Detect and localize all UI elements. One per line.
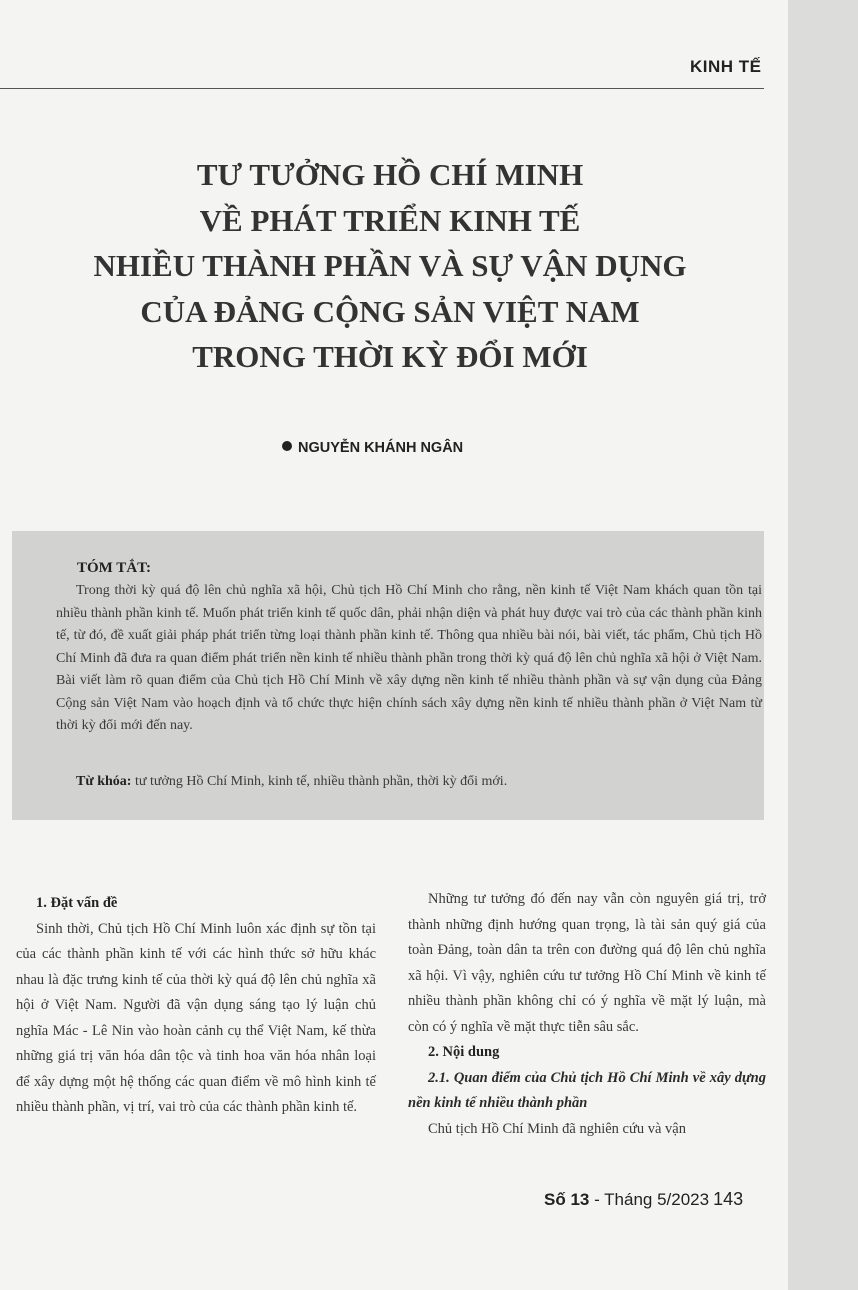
section-2-1-heading: 2.1. Quan điểm của Chủ tịch Hồ Chí Minh về xây dựng nền kinh tế nhiều thành phần <box>408 1069 766 1111</box>
title-line: TƯ TƯỞNG HỒ CHÍ MINH <box>196 157 584 192</box>
section-1-paragraph-2: Những tư tưởng đó đến nay vẫn còn nguyên giá trị, trở thành những định hướng quan trọng, là tài sản quý giá của toàn Đảng, toàn dân ta trên con đường quá độ lên chủ nghĩa xã hội. Vì vậy, nghiên cứu tư tưởng Hồ Chí Minh về kinh tế nhiều thành phần không chỉ có ý nghĩa về mặt lý luận, mà còn có ý nghĩa về mặt thực tiễn sâu sắc. <box>408 891 766 1035</box>
page-number: 143 <box>713 1189 744 1209</box>
keywords-label: Từ khóa: <box>76 774 132 789</box>
section-2-1-paragraph: Chủ tịch Hồ Chí Minh đã nghiên cứu và vận <box>428 1120 686 1137</box>
section-label: KINH TẾ <box>690 57 762 76</box>
right-margin-strip <box>788 0 858 1290</box>
header-rule <box>0 88 764 89</box>
section-2-heading: 2. Nội dung <box>428 1044 500 1060</box>
title-line: NHIỀU THÀNH PHẦN VÀ SỰ VẬN DỤNG <box>93 248 687 283</box>
title-line: VỀ PHÁT TRIỂN KINH TẾ <box>199 202 581 238</box>
keywords-text: tư tưởng Hồ Chí Minh, kinh tế, nhiều thành phần, thời kỳ đổi mới. <box>131 774 508 789</box>
right-column <box>408 887 766 1142</box>
title-line: CỦA ĐẢNG CỘNG SẢN VIỆT NAM <box>140 293 640 329</box>
author-name: NGUYỄN KHÁNH NGÂN <box>298 440 464 456</box>
page-footer <box>544 1189 743 1210</box>
section-1-heading: 1. Đặt vấn đề <box>36 895 118 911</box>
article-title <box>20 152 760 380</box>
abstract-keywords <box>76 771 762 793</box>
left-column <box>16 891 376 1121</box>
issue-number: Số 13 <box>544 1190 590 1209</box>
bullet-icon <box>282 441 292 451</box>
issue-month: Tháng 5/2023 <box>604 1190 710 1209</box>
section-1-paragraph: Sinh thời, Chủ tịch Hồ Chí Minh luôn xác định sự tồn tại của các thành phần kinh tế với các hình thức sở hữu khác nhau là đặc trưng kinh tế của thời kỳ quá độ lên chủ nghĩa xã hội ở Việt Nam. Người đã vận dụng sáng tạo lý luận chủ nghĩa Mác - Lê Nin vào hoàn cảnh cụ thể Việt Nam, kế thừa những giá trị văn hóa dân tộc và tinh hoa văn hóa nhân loại để xây dựng một hệ thống các quan điểm về mô hình kinh tế nhiều thành phần, vị trí, vai trò của các thành phần kinh tế. <box>16 920 376 1115</box>
author-line <box>282 440 463 456</box>
abstract-body: Trong thời kỳ quá độ lên chủ nghĩa xã hội, Chủ tịch Hồ Chí Minh cho rằng, nền kinh tế Việt Nam khách quan tồn tại nhiều thành phần kinh tế. Muốn phát triển kinh tế quốc dân, phải nhận diện và phát huy được vai trò của các thành phần kinh tế, từ đó, đề xuất giải pháp phát triển từng loại thành phần kinh tế. Thông qua nhiều bài nói, bài viết, tác phẩm, Chủ tịch Hồ Chí Minh đã đưa ra quan điểm phát triển nền kinh tế nhiều thành phần trong thời kỳ quá độ lên chủ nghĩa xã hội ở Việt Nam. Bài viết làm rõ quan điểm của Chủ tịch Hồ Chí Minh về xây dựng nền kinh tế nhiều thành phần và sự vận dụng của Đảng Cộng sản Việt Nam vào hoạch định và tổ chức thực hiện chính sách xây dựng nền kinh tế nhiều thành phần ở Việt Nam từ thời kỳ đổi mới đến nay. <box>56 583 762 733</box>
title-line: TRONG THỜI KỲ ĐỔI MỚI <box>192 339 588 374</box>
abstract-heading: TÓM TẮT: <box>77 560 152 576</box>
footer-separator: - <box>589 1190 605 1209</box>
